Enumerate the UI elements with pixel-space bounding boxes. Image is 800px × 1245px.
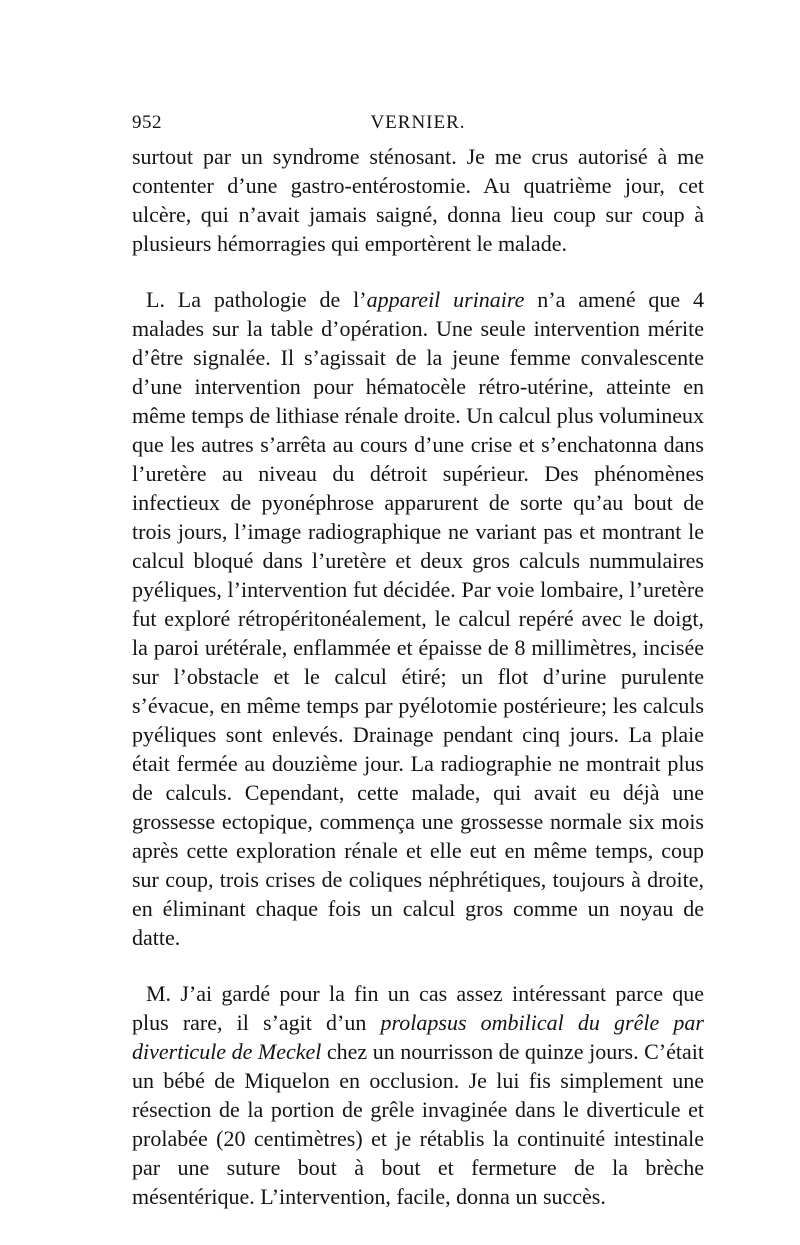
book-page	[132, 112, 704, 1211]
section-m-text-after: chez un nourrisson de quinze jours. C’était un bébé de Miquelon en occlusion. Je lui fis simplement une résection de la portion de grêle invaginée dans le diverticule et prolabée (20 centimètres) et je rétablis la continuité intestinale par une suture bout à bout et fermeture de la brèche mésentérique. L’intervention, facile, donna un succès.	[132, 1039, 704, 1209]
page-number: 952	[132, 112, 162, 133]
section-l-emphasis: appareil urinaire	[366, 287, 525, 312]
section-marker-m: M.	[146, 981, 172, 1006]
paragraph-section-l	[132, 285, 704, 952]
running-head: VERNIER.	[370, 112, 466, 133]
paragraph-continuation: surtout par un syndrome sténosant. Je me crus autorisé à me contenter d’une gastro-entérostomie. Au quatrième jour, cet ulcère, qui n’avait jamais saigné, donna lieu coup sur coup à plusieurs hémorragies qui emportèrent le malade.	[132, 144, 704, 256]
paragraph-section-m	[132, 979, 704, 1211]
section-marker-l: L.	[146, 287, 165, 312]
section-l-text-before: La pathologie de l’	[177, 287, 367, 312]
section-l-text-after: n’a amené que 4 malades sur la table d’opération. Une seule intervention mérite d’être signalée. Il s’agissait de la jeune femme convalescente d’une intervention pour hématocèle rétro-utérine, atteinte en même temps de lithiase rénale droite. Un calcul plus volumineux que les autres s’arrêta au cours d’une crise et s’enchatonna dans l’uretère au niveau du détroit supérieur. Des phénomènes infectieux de pyonéphrose apparurent de sorte qu’au bout de trois jours, l’image radiographique ne variant pas et montrant le calcul bloqué dans l’uretère et deux gros calculs nummulaires pyéliques, l’intervention fut décidée. Par voie lombaire, l’uretère fut exploré rétropéritonéalement, le calcul repéré avec le doigt, la paroi urétérale, enflammée et épaisse de 8 millimètres, incisée sur l’obstacle et le calcul étiré; un flot d’urine purulente s’évacue, en même temps par pyélotomie postérieure; les calculs pyéliques sont enlevés. Drainage pendant cinq jours. La plaie était fermée au douzième jour. La radiographie ne montrait plus de calculs. Cependant, cette malade, qui avait eu déjà une grossesse ectopique, commença une grossesse normale six mois après cette exploration rénale et elle eut en même temps, coup sur coup, trois crises de coliques néphrétiques, toujours à droite, en éliminant chaque fois un calcul gros comme un noyau de datte.	[132, 287, 705, 950]
section-m-emphasis: prolapsus ombilical du grêle par diverticule de Meckel	[132, 1010, 704, 1064]
page-header	[132, 112, 704, 142]
section-m-text-before: J’ai gardé pour la fin un cas assez intéressant parce que plus rare, il s’agit d’un	[132, 981, 705, 1035]
